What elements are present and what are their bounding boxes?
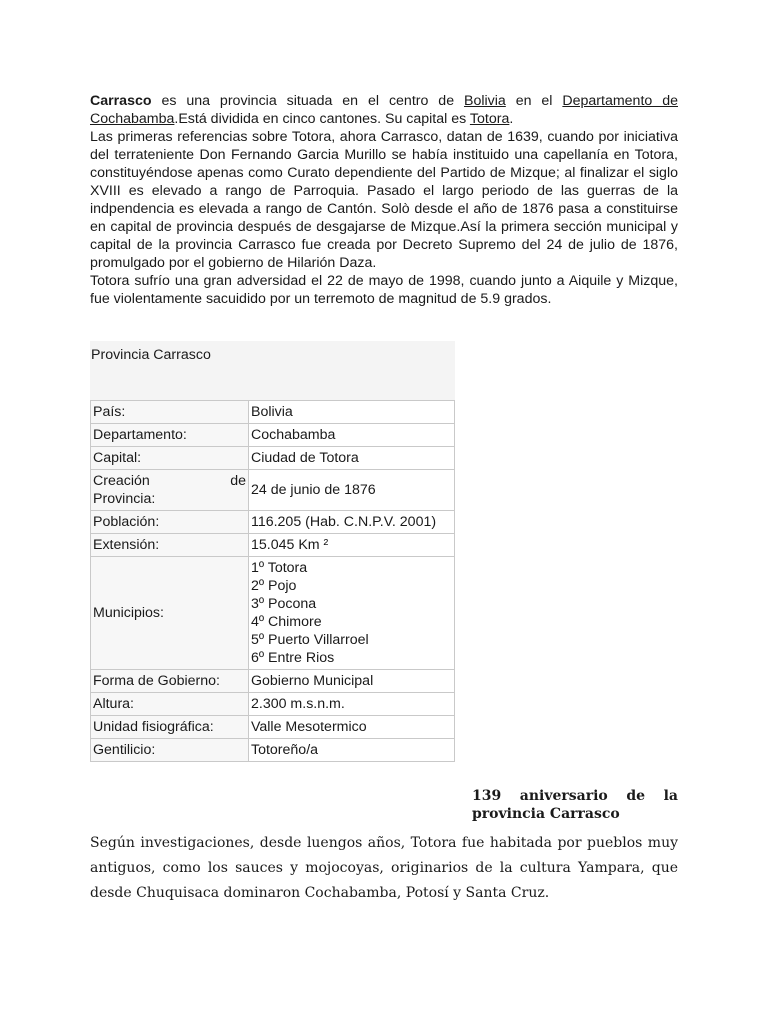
table-row xyxy=(91,739,455,762)
intro-section xyxy=(90,92,678,308)
row-key: País: xyxy=(91,401,249,424)
row-key: Departamento: xyxy=(91,424,249,447)
infobox xyxy=(90,341,455,762)
infobox-table xyxy=(90,400,455,762)
earthquake-paragraph: Totora sufrío una gran adversidad el 22 de mayo de 1998, cuando junto a Aiquile y Mizque, fue violentamente sacuidido por un terremoto de magnitud de 5.9 grados. xyxy=(90,273,678,307)
infobox-title: Provincia Carrasco xyxy=(90,341,455,400)
table-row xyxy=(91,470,455,511)
history-paragraph: Las primeras referencias sobre Totora, ahora Carrasco, datan de 1639, cuando por iniciativa del terrateniente Don Fernando Garcia Murillo se había instituido una capellanía en Totora, constituyéndose apenas como Curato dependiente del Partido de Mizque; al finalizar el siglo XVIII es elevado a rango de Parroquia. Pasado el largo periodo de las guerras de la indpendencia es elevada a rango de Cantón. Solò desde el año de 1876 pasa a constituirse en capital de provincia después de desgajarse de Mizque.Así la primera sección municipal y capital de la provincia Carrasco fue creada por Decreto Supremo del 24 de julio de 1876, promulgado por el gobierno de Hilarión Daza. xyxy=(90,129,678,271)
list-item: 6º Entre Rios xyxy=(250,650,335,666)
row-value: Totoreño/a xyxy=(248,739,454,762)
row-key-part: de xyxy=(230,473,246,489)
table-row xyxy=(91,447,455,470)
row-value: 116.205 (Hab. C.N.P.V. 2001) xyxy=(248,511,454,534)
table-row xyxy=(91,424,455,447)
row-key: Extensión: xyxy=(91,534,249,557)
intro-text: .Está dividida en cinco cantones. Su capital es xyxy=(174,111,470,127)
row-value: Bolivia xyxy=(248,401,454,424)
list-item: 5º Puerto Villarroel xyxy=(250,632,369,648)
municipios-list xyxy=(248,557,454,670)
row-key-part: Provincia: xyxy=(93,491,156,507)
origins-paragraph: Según investigaciones, desde luengos años, Totora fue habitada por pueblos muy antiguos, como los sauces y mojocoyas, originarios de la cultura Yampara, que desde Chuquisaca dominaron Cochabamba, Potosí y Santa Cruz. xyxy=(90,835,678,901)
heading-word: de xyxy=(626,788,646,804)
row-key xyxy=(91,470,249,511)
anniversary-heading xyxy=(472,787,678,823)
row-key: Unidad fisiográfica: xyxy=(91,716,249,739)
row-value: 15.045 Km ² xyxy=(248,534,454,557)
heading-line: provincia Carrasco xyxy=(472,806,620,822)
row-key: Población: xyxy=(91,511,249,534)
list-item: 2º Pojo xyxy=(250,578,297,594)
row-value: 24 de junio de 1876 xyxy=(248,470,454,511)
table-row xyxy=(91,557,455,670)
row-key: Gentilicio: xyxy=(91,739,249,762)
row-key: Forma de Gobierno: xyxy=(91,670,249,693)
row-value: Cochabamba xyxy=(248,424,454,447)
heading-word: aniversario xyxy=(519,788,608,804)
row-value: Gobierno Municipal xyxy=(248,670,454,693)
row-value: 2.300 m.s.n.m. xyxy=(248,693,454,716)
heading-word: la xyxy=(663,788,678,804)
bolivia-link[interactable]: Bolivia xyxy=(464,93,506,109)
row-key: Municipios: xyxy=(91,557,249,670)
term-carrasco: Carrasco xyxy=(90,93,152,109)
table-row xyxy=(91,534,455,557)
table-row xyxy=(91,401,455,424)
table-row xyxy=(91,693,455,716)
intro-text: en el xyxy=(505,93,563,109)
list-item: 1º Totora xyxy=(250,560,308,576)
row-value: Ciudad de Totora xyxy=(248,447,454,470)
heading-word: 139 xyxy=(472,788,502,804)
table-row xyxy=(91,716,455,739)
list-item: 3º Pocona xyxy=(250,596,317,612)
row-value: Valle Mesotermico xyxy=(248,716,454,739)
departamento-link[interactable]: Departamento de Cochabamba xyxy=(90,93,678,127)
row-key-part: Creación xyxy=(93,473,150,489)
list-item: 4º Chimore xyxy=(250,614,322,630)
intro-text: es una provincia situada en el centro de xyxy=(151,93,464,109)
row-key: Capital: xyxy=(91,447,249,470)
table-row xyxy=(91,511,455,534)
totora-link[interactable]: Totora xyxy=(469,111,510,127)
intro-paragraph xyxy=(90,92,678,308)
intro-text: . xyxy=(509,111,514,127)
row-key: Altura: xyxy=(91,693,249,716)
table-row xyxy=(91,670,455,693)
